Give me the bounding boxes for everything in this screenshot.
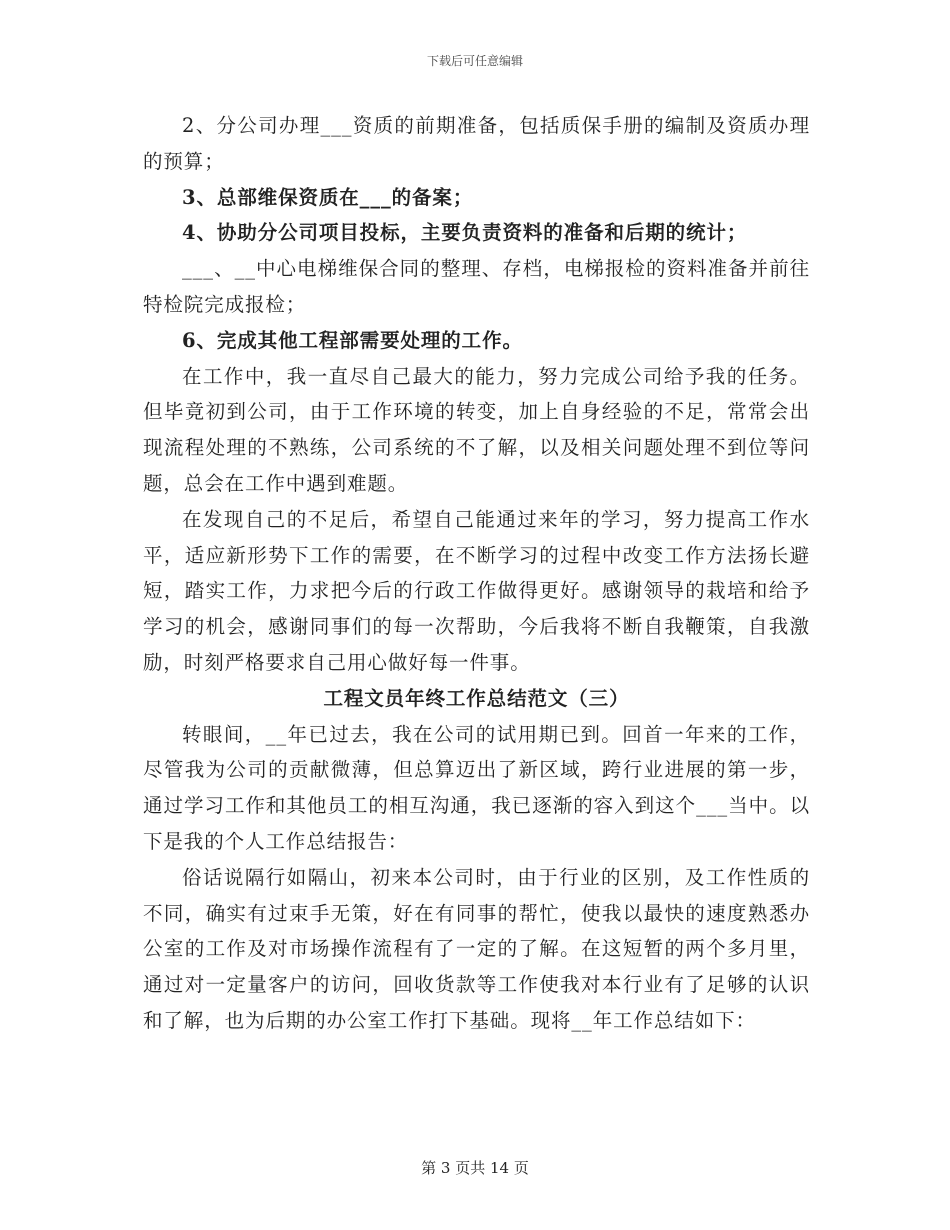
section-title: 工程文员年终工作总结范文（三） (323, 686, 630, 710)
paragraph-improvement: 在发现自己的不足后，希望自己能通过来年的学习，努力提高工作水平，适应新形势下工作的需要，在不断学习的过程中改变工作方法扬长避短，踏实工作，力求把今后的行政工作做得更好。感谢领导的栽培和给予学习的机会，感谢同事们的每一次帮助，今后我将不断自我鞭策，自我激励，时刻严格要求自己用心做好每一件事。 (143, 507, 810, 674)
paragraph-item-5: ___、__中心电梯维保合同的整理、存档，电梯报检的资料准备并前往特检院完成报检； (143, 257, 810, 316)
page-header: 下载后可任意编辑 (426, 54, 523, 68)
paragraph-work-summary: 在工作中，我一直尽自己最大的能力，努力完成公司给予我的任务。但毕竟初到公司，由于工作环境的转变，加上自身经验的不足，常常会出现流程处理的不熟练，公司系统的不了解，以及相关问题处理不到位等问题，总会在工作中遇到难题。 (143, 364, 810, 495)
paragraph-item-3: 3、总部维保资质在___的备案； (182, 185, 474, 209)
paragraph-item-4: 4、协助分公司项目投标，主要负责资料的准备和后期的统计； (182, 221, 748, 245)
paragraph-item-6: 6、完成其他工程部需要处理的工作。 (182, 328, 523, 352)
paragraph-experience: 俗话说隔行如隔山，初来本公司时，由于行业的区别，及工作性质的不同，确实有过束手无策，好在有同事的帮忙，使我以最快的速度熟悉办公室的工作及对市场操作流程有了一定的了解。在这短暂的两个多月里，通过对一定量客户的访问，回收货款等工作使我对本行业有了足够的认识和了解，也为后期的办公室工作打下基础。现将__年工作总结如下： (143, 865, 810, 1032)
paragraph-item-2: 2、分公司办理___资质的前期准备，包括质保手册的编制及资质办理的预算； (143, 114, 810, 173)
paragraph-intro: 转眼间，__年已过去，我在公司的试用期已到。回首一年来的工作，尽管我为公司的贡献微薄，但总算迈出了新区域，跨行业进展的第一步，通过学习工作和其他员工的相互沟通，我已逐渐的容入到这个___当中。以下是我的个人工作总结报告： (143, 722, 810, 853)
document-body (143, 108, 810, 1039)
page-footer: 第 3 页共 14 页 (421, 1159, 529, 1177)
